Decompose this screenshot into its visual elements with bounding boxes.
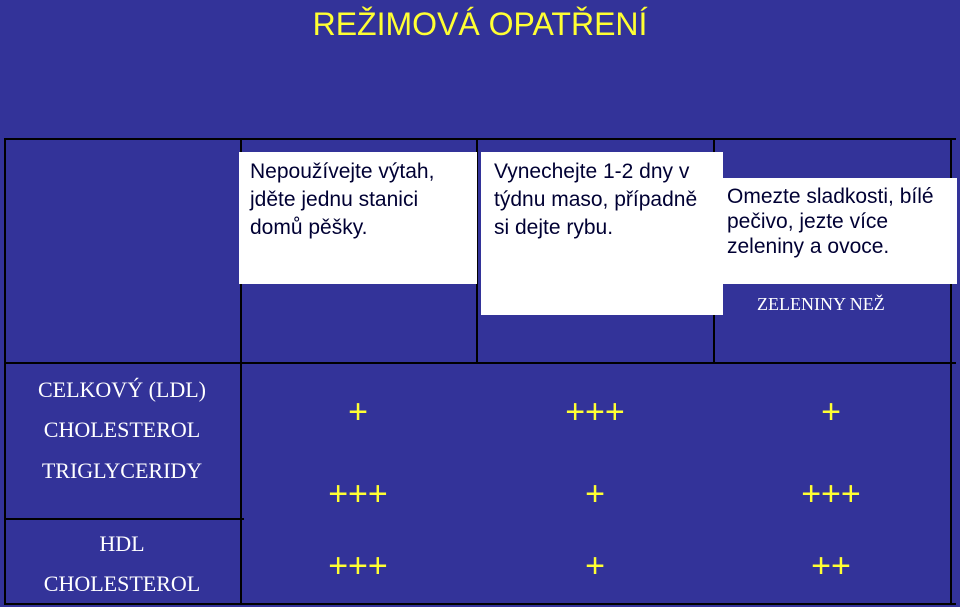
table-top-border [4,138,956,140]
cell-ldl-meat: +++ [565,393,625,431]
note-meat: Vynechejte 1-2 dny v týdnu maso, případně si dejte rybu. [481,152,723,315]
cell-hdl-meat: + [585,547,605,585]
row-label-hdl-line2: CHOLESTEROL [43,571,201,596]
cell-tg-walk: +++ [328,475,388,513]
note-sweets: Omezte sladkosti, bílé pečivo, jezte více zeleniny a ovoce. [713,178,957,284]
row-label-hdl-line1: HDL [99,531,145,556]
row-label-ldl-line2: CHOLESTEROL [43,417,201,442]
header-row-divider [4,362,956,364]
cell-ldl-sweets: + [821,393,841,431]
row-divider-2 [4,518,244,520]
cell-tg-meat: + [585,475,605,513]
page-title: REŽIMOVÁ OPATŘENÍ [312,6,648,42]
cell-hdl-walk: +++ [328,547,388,585]
cell-tg-sweets: +++ [801,475,861,513]
row-label-ldl-line1: CELKOVÝ (LDL) [37,377,207,402]
row-label-triglycerides: TRIGLYCERIDY [41,458,203,483]
hidden-column-text: ZELENINY NEŽ [757,294,885,314]
cell-hdl-sweets: ++ [811,547,851,585]
cell-ldl-walk: + [348,393,368,431]
note-walk: Nepoužívejte výtah, jděte jednu stanici domů pěšky. [239,152,477,284]
